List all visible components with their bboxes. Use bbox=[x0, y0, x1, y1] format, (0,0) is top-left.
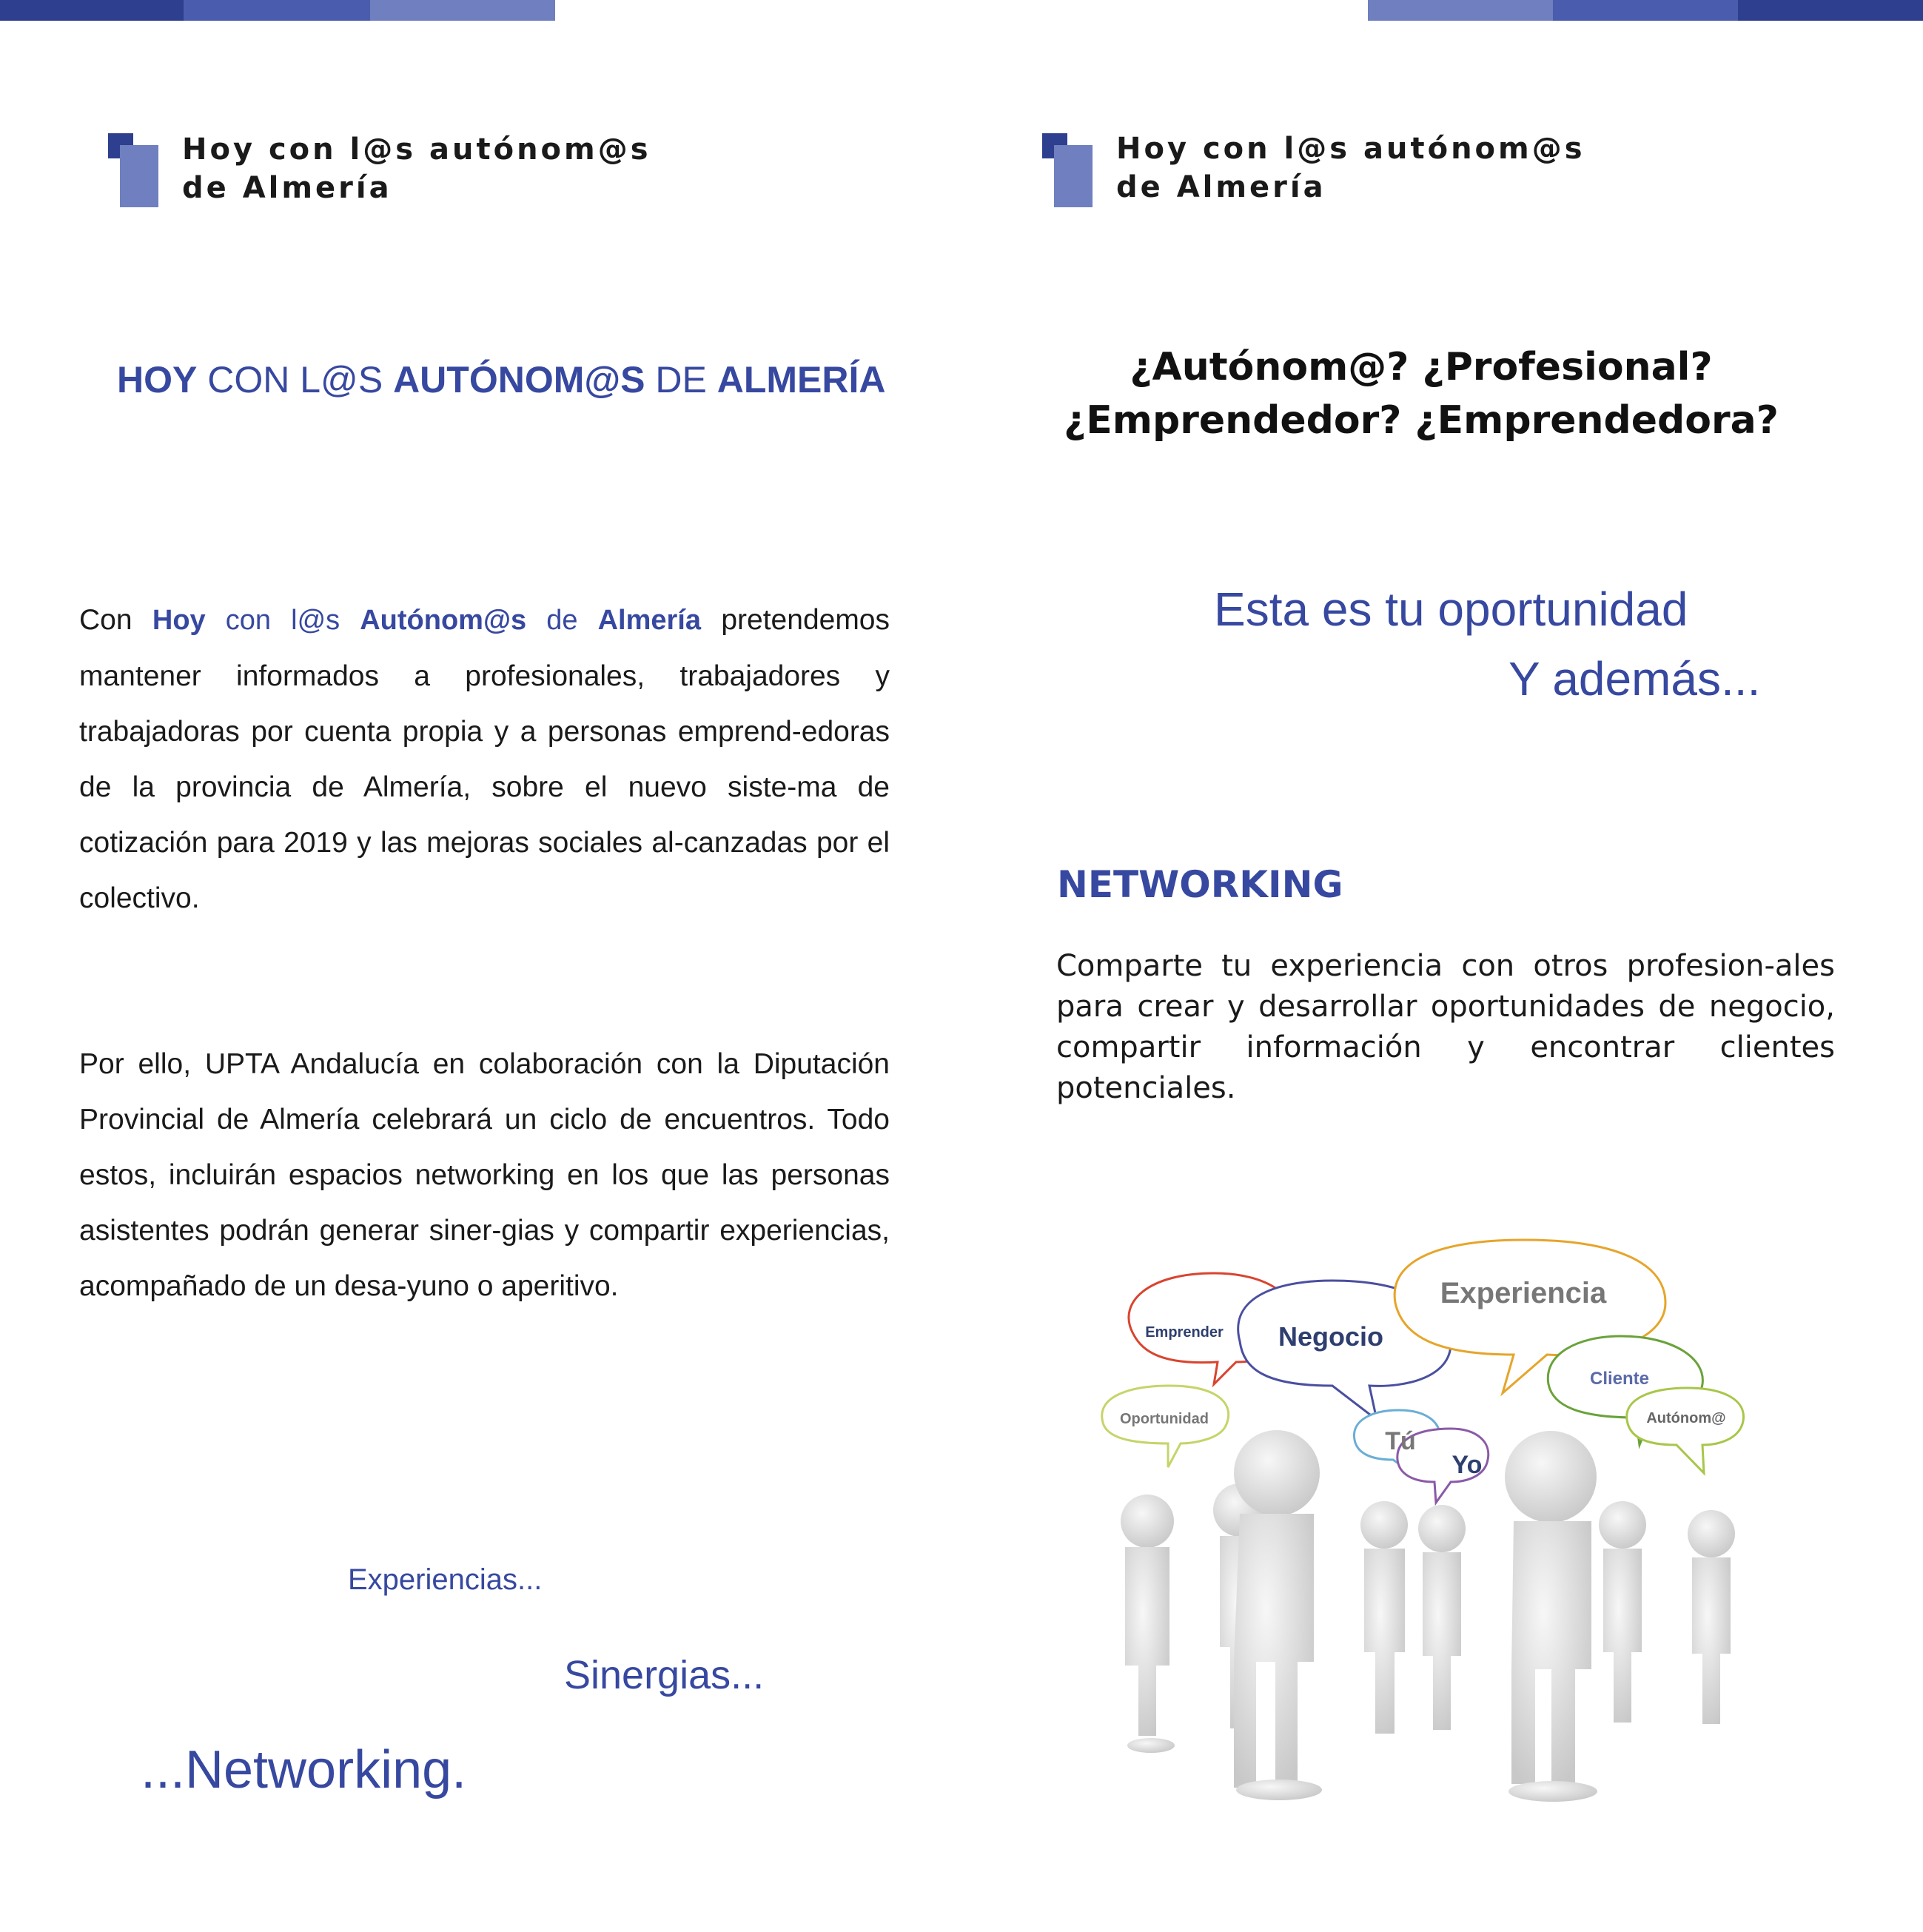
bubble-label-cliente: Cliente bbox=[1589, 1369, 1650, 1389]
networking-text: Comparte tu experiencia con otros profesion-ales para crear y desarrollar oportunidades de negocio, compartir información y encontrar clientes potenciales. bbox=[1056, 949, 1835, 1105]
question-line2: ¿Emprendedor? ¿Emprendedora? bbox=[1064, 398, 1779, 443]
title-word-con-los: CON L@S bbox=[197, 359, 394, 400]
logo-line2: de Almería bbox=[182, 171, 392, 205]
inline-brand: Hoy con l@s Autónom@s de Almería bbox=[152, 605, 701, 636]
title-word-de: DE bbox=[645, 359, 717, 400]
intro-paragraph: Con Hoy con l@s Autónom@s de Almería pretendemos mantener informados a profesionales, trabajadores y trabajadoras por cuenta propia y a personas emprend-edoras de la provincia de Almería, sobre el nuevo siste-ma de cotización para 2019 y las mejoras sociales al-canzadas por el colectivo. bbox=[79, 604, 890, 914]
bubble-label-oportunidad: Oportunidad bbox=[1120, 1411, 1209, 1427]
logo-line2-right: de Almería bbox=[1116, 170, 1326, 204]
tag-sinergias: Sinergias... bbox=[564, 1653, 765, 1697]
networking-illustration bbox=[1088, 1229, 1784, 1821]
opportunity-line1: Esta es tu oportunidad bbox=[1214, 583, 1688, 636]
logo-line1-right: Hoy con l@s autónom@s bbox=[1116, 132, 1585, 166]
question-line1: ¿Autónom@? ¿Profesional? bbox=[1130, 345, 1713, 389]
bubble-autonomo bbox=[1627, 1388, 1744, 1473]
bubble-label-yo: Yo bbox=[1452, 1451, 1483, 1479]
title-word-almeria: ALMERÍA bbox=[716, 359, 886, 400]
networking-heading: NETWORKING bbox=[1057, 863, 1343, 906]
logo-text-left bbox=[182, 130, 651, 207]
top-bar-light-right bbox=[1368, 0, 1553, 21]
left-title bbox=[117, 358, 931, 401]
tag-experiencias: Experiencias... bbox=[348, 1563, 543, 1596]
upta-paragraph: Por ello, UPTA Andalucía en colaboración con la Diputación Provincial de Almería celebrará un ciclo de encuentros. Todo estos, incluirán espacios networking en los que las personas asistentes podrán generar siner-gias y compartir experiencias, acompañado de un desa-yuno o aperitivo. bbox=[79, 1048, 890, 1302]
top-bar-mid-right bbox=[1553, 0, 1738, 21]
top-bar-dark-right bbox=[1738, 0, 1923, 21]
top-bar-mid-left bbox=[184, 0, 370, 21]
top-bar-light-left bbox=[370, 0, 555, 21]
title-word-autonomos: AUTÓNOM@S bbox=[393, 359, 645, 400]
opportunity-line2: Y además... bbox=[1508, 652, 1761, 705]
bubble-label-negocio: Negocio bbox=[1278, 1321, 1384, 1352]
figures bbox=[1121, 1430, 1735, 1802]
title-word-hoy: HOY bbox=[117, 359, 198, 400]
bubble-label-experiencia: Experiencia bbox=[1440, 1277, 1607, 1309]
logo-line1: Hoy con l@s autónom@s bbox=[182, 133, 651, 167]
bubble-label-autonomo: Autónom@ bbox=[1646, 1410, 1726, 1426]
tag-networking: ...Networking. bbox=[141, 1740, 467, 1799]
top-bar-dark-left bbox=[0, 0, 184, 21]
question-heading bbox=[1021, 341, 1821, 447]
bubble-label-tu: Tú bbox=[1385, 1427, 1416, 1455]
bubble-label-emprender: Emprender bbox=[1145, 1324, 1224, 1341]
logo-mark-left bbox=[108, 133, 160, 209]
logo-text-right bbox=[1116, 130, 1585, 207]
logo-mark-right bbox=[1042, 133, 1094, 209]
